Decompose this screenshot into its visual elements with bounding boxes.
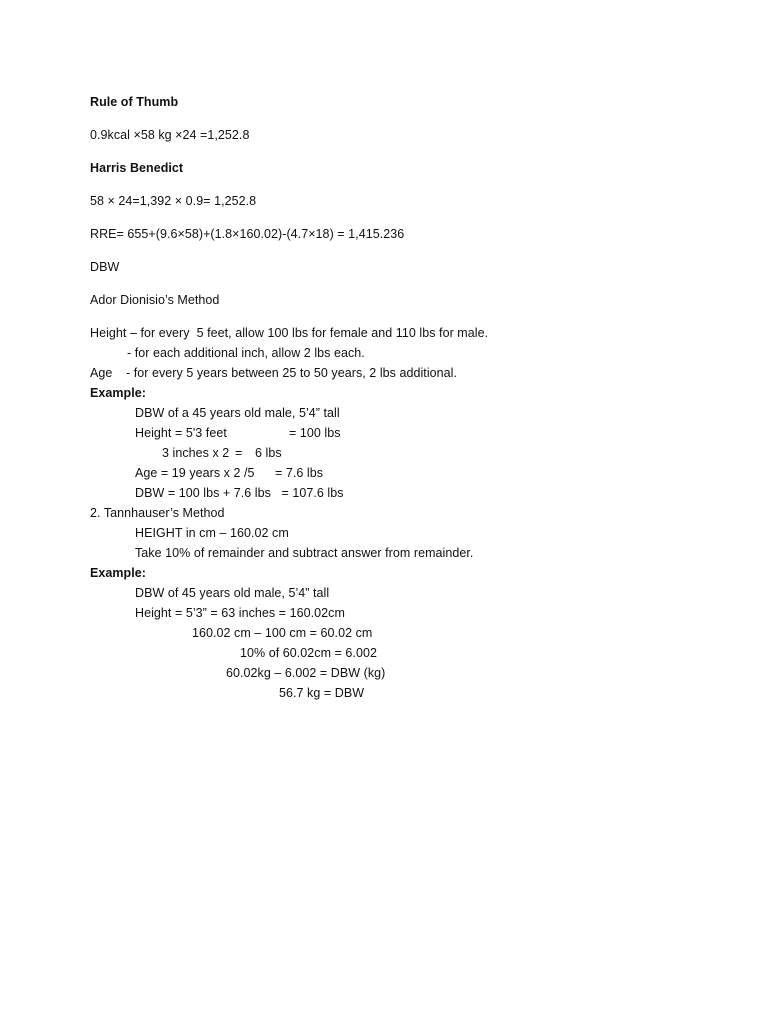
ador-dionisio-heading: Ador Dionisio’s Method	[90, 293, 220, 307]
example-label-1: Example:	[90, 386, 146, 400]
age-calc-left: Age = 19 years x 2 /5	[135, 466, 255, 480]
rule-of-thumb-formula: 0.9kcal ×58 kg ×24 =1,252.8	[90, 128, 250, 142]
dbw-result-1: DBW = 100 lbs + 7.6 lbs = 107.6 lbs	[135, 486, 344, 500]
height-rule: Height – for every 5 feet, allow 100 lbs for female and 110 lbs for male.	[90, 326, 489, 340]
tannhauser-step-3: 60.02kg – 6.002 = DBW (kg)	[226, 666, 386, 680]
harris-benedict-heading: Harris Benedict	[90, 161, 184, 175]
tannhauser-take-line: Take 10% of remainder and subtract answer from remainder.	[135, 546, 474, 560]
age-label: Age	[90, 366, 113, 380]
tannhauser-step-2: 10% of 60.02cm = 6.002	[240, 646, 377, 660]
tannhauser-result: 56.7 kg = DBW	[279, 686, 365, 700]
tannhauser-height-line: HEIGHT in cm – 160.02 cm	[135, 526, 289, 540]
inches-calc-left: 3 inches x 2	[162, 446, 230, 460]
inches-calc-eq: =	[235, 446, 243, 460]
inches-calc-right: 6 lbs	[255, 446, 282, 460]
dbw-heading: DBW	[90, 260, 120, 274]
age-calc-right: = 7.6 lbs	[275, 466, 324, 480]
height-calc-right: = 100 lbs	[289, 426, 341, 440]
rule-of-thumb-heading: Rule of Thumb	[90, 95, 179, 109]
tannhauser-step-1: 160.02 cm – 100 cm = 60.02 cm	[192, 626, 373, 640]
harris-benedict-formula: 58 × 24=1,392 × 0.9= 1,252.8	[90, 194, 257, 208]
height-calc-left: Height = 5'3 feet	[135, 426, 227, 440]
inch-rule: - for each additional inch, allow 2 lbs each.	[127, 346, 365, 360]
height-conversion: Height = 5’3” = 63 inches = 160.02cm	[135, 606, 345, 620]
example-title-1: DBW of a 45 years old male, 5’4” tall	[135, 406, 340, 420]
tannhauser-heading: 2. Tannhauser’s Method	[90, 506, 225, 520]
age-rule: - for every 5 years between 25 to 50 years, 2 lbs additional.	[126, 366, 458, 380]
example-title-2: DBW of 45 years old male, 5’4” tall	[135, 586, 330, 600]
example-label-2: Example:	[90, 566, 146, 580]
rre-formula: RRE= 655+(9.6×58)+(1.8×160.02)-(4.7×18) = 1,415.236	[90, 227, 405, 241]
